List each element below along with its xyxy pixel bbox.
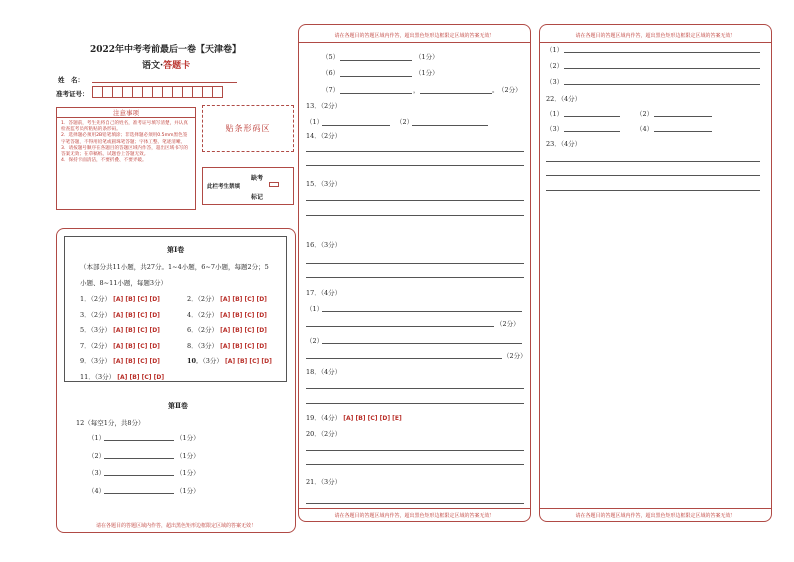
question-score: （2分） [90,295,112,303]
q20-label: 20．（2分） [306,430,342,438]
q17-label: 17．（4分） [306,289,342,297]
blank-line[interactable] [104,475,174,476]
choice-question [80,372,164,381]
section1-desc-1: （本部分共11小题，共27分。1~4小题，6~7小题，每题2分；5 [80,263,269,271]
question-score: （2分） [197,326,219,334]
answer-line[interactable] [306,151,524,152]
answer-line[interactable] [306,388,524,389]
q21-label: 21．（3分） [306,478,342,486]
blank-score: （1分） [176,434,200,442]
q14-label: 14．（2分） [306,132,342,140]
warning-col2-bottom: 请在各题目的答题区域内作答，超出黑色矩形边框限定区域的答案无效！ [334,513,495,519]
question-score: （2分） [197,295,219,303]
q16-label: 16．（3分） [306,241,342,249]
choice-options[interactable]: [A] [B] [C] [D] [220,342,267,350]
q7-line-1[interactable] [340,93,412,94]
choice-options[interactable]: [A] [B] [C] [D] [113,311,160,319]
separator-dot: · [160,61,164,71]
choice-options[interactable]: [A] [B] [C] [D] [113,342,160,350]
divider-col3-bottom [539,508,772,509]
blank-line[interactable] [104,458,174,459]
subject-label: 语文 [142,61,161,71]
question-number: 10． [187,357,203,365]
answer-line[interactable] [546,190,760,191]
q6-label: （6） [322,69,340,77]
q12-label: 12（每空1分，共8分） [76,419,145,427]
answer-line[interactable] [306,403,524,404]
answer-line[interactable] [564,52,760,53]
answer-line[interactable] [306,165,524,166]
q19-num: 19．（4分） [306,414,342,422]
id-row [56,89,89,98]
q22d-label: （4） [636,125,654,133]
answer-line[interactable] [306,277,524,278]
absent-missing: 缺考 [251,175,264,182]
answer-line[interactable] [306,200,524,201]
choice-options[interactable]: [A] [B] [C] [D] [113,296,160,303]
question-number: 3． [80,310,91,319]
choice-options[interactable]: [A] [B] [C] [D] [117,373,165,381]
c3-c-label: （3） [546,78,564,86]
question-score: （2分） [90,341,112,350]
notice-item: 1．答题前，考生先将自己的姓名，准考证号填写清楚，并认真检查监考员所粘贴的条形码。 [61,121,188,133]
q22-label: 22．（4分） [546,95,582,103]
blank-label: （2） [88,451,106,460]
q13b-label: （2） [396,118,414,126]
q17b-score: （2分） [503,352,527,360]
warning-col3-bottom: 请在各题目的答题区域内作答，超出黑色矩形边框限定区域的答案无效！ [575,513,736,519]
choice-options[interactable]: [A] [B] [C] [D] [220,327,267,334]
choice-question [187,341,267,350]
absent-mark: 标记 [251,194,264,201]
q13-label: 13．（2分） [306,102,342,110]
question-number: 11． [80,372,95,381]
q22a-label: （1） [546,110,564,118]
answer-line[interactable] [306,503,524,504]
notice-item: 2．选择题必须用2B铅笔填涂；非选择题必须用0.5mm黑色签字笔答题，不得用铅笔或圆珠笔答题；字体工整、笔迹清晰。 [61,133,188,145]
q7-label: （7） [322,86,340,94]
blank-score: （1分） [176,486,200,495]
choice-question [187,356,272,365]
q5-score: （1分） [415,53,439,61]
answer-line[interactable] [322,343,522,344]
choice-question [187,310,267,319]
answer-line[interactable] [654,131,712,132]
q15-label: 15．（3分） [306,180,342,188]
c3-b-label: （2） [546,62,564,70]
notice-item: 3．请按题号顺序在各题目的答题区域内作答，超出区域书写的答案无效；在草稿纸、试题卷上答题无效。 [61,145,188,158]
q23-label: 23．（4分） [546,140,582,148]
absent-box [202,167,294,205]
q7-comma: ， [413,86,420,94]
choice-options[interactable]: [A] [B] [C] [D] [220,296,267,303]
choice-question [80,356,160,365]
notice-box [56,107,196,210]
q7-dot: 。 [492,86,499,94]
answer-line[interactable] [322,311,522,312]
question-number: 4． [187,310,198,319]
name-row [58,75,84,84]
answer-line[interactable] [564,84,760,85]
barcode-area [202,105,294,152]
card-label: 答题卡 [163,61,191,71]
blank-label: （3） [88,469,106,477]
question-number: 9． [80,357,91,365]
divider-col2-bottom [298,508,531,509]
warning-col3-top: 请在各题目的答题区域内作答，超出黑色矩形边框限定区域的答案无效！ [575,33,736,39]
question-score: （2分） [90,310,112,319]
subject-line [142,58,190,71]
question-score: （3分） [202,357,223,365]
name-label: 姓 名： [58,76,84,84]
section1-desc-2: 小题、8~11小题，每题3分） [80,279,167,287]
choice-question [80,310,160,319]
question-score: （3分） [197,341,219,350]
notice-item: 4．保持卡面清洁，不要折叠、不要弄破。 [61,158,147,164]
answer-line[interactable] [306,263,524,264]
question-number: 2． [187,295,198,303]
answer-line[interactable] [564,116,620,117]
choice-question [80,294,160,303]
answer-line[interactable] [306,450,524,451]
q18-label: 18．（4分） [306,368,342,376]
question-score: （3分） [90,326,112,334]
q17b-label: （2） [306,337,324,345]
answer-line[interactable] [546,161,760,162]
answer-line[interactable] [306,215,524,216]
answer-box-col2 [298,24,531,522]
blank-label: （4） [88,486,106,495]
q7-score: （2分） [498,86,522,94]
q13a-label: （1） [306,118,324,126]
question-score: （3分） [94,372,116,381]
q19-options[interactable]: [A] [B] [C] [D] [E] [343,415,402,422]
q6-line[interactable] [340,76,412,77]
q13b-line[interactable] [412,125,488,126]
divider-col2 [298,42,531,43]
section1-title: 第Ⅰ卷 [167,245,185,254]
blank-label: （1） [88,434,106,442]
barcode-label: 贴条形码区 [225,124,271,133]
c3-a-label: （1） [546,46,564,54]
answer-line[interactable] [654,116,712,117]
choice-question [80,341,160,350]
blank-line[interactable] [104,440,174,441]
q17a-score: （2分） [496,320,520,328]
choice-question [187,294,267,303]
section2-title: 第Ⅱ卷 [168,401,188,410]
q22c-label: （3） [546,125,564,133]
q7-line-2[interactable] [420,93,492,94]
question-score: （3分） [90,357,112,365]
q6-score: （1分） [415,69,439,77]
answer-line[interactable] [564,131,620,132]
question-number: 8． [187,341,198,350]
blank-score: （1分） [176,469,200,477]
q5-line[interactable] [340,60,412,61]
q17a-label: （1） [306,305,324,313]
warning-col2-top: 请在各题目的答题区域内作答，超出黑色矩形边框限定区域的答案无效！ [334,33,495,39]
q22b-label: （2） [636,110,654,118]
divider-col3 [539,42,772,43]
choice-question [187,325,267,334]
answer-line[interactable] [564,68,760,69]
notice-title: 注意事项 [57,108,195,118]
name-field[interactable] [92,82,237,83]
question-number: 7． [80,341,91,350]
id-label: 准考证号： [56,90,89,98]
page-title: 2022年中考考前最后一卷【天津卷】 [90,45,242,55]
answer-line[interactable] [306,464,524,465]
id-cells[interactable] [92,86,222,98]
absent-checkbox[interactable] [269,182,279,187]
choice-question [80,325,160,334]
answer-line[interactable] [546,175,760,176]
blank-score: （1分） [176,451,200,460]
choice-options[interactable]: [A] [B] [C] [D] [113,358,160,365]
q5-label: （5） [322,53,340,61]
choice-options[interactable]: [A] [B] [C] [D] [113,327,160,334]
q19-label [306,413,402,422]
choice-options[interactable]: [A] [B] [C] [D] [220,311,267,319]
warning-col1: 请在各题目的答题区域内作答，超出黑色矩形边框限定区域的答案无效！ [95,523,256,529]
question-score: （2分） [197,310,219,319]
question-number: 5． [80,326,91,334]
blank-line[interactable] [104,493,174,494]
answer-line[interactable] [306,358,502,359]
absent-note: 此栏考生禁填 [207,184,241,190]
question-number: 1． [80,295,91,303]
choice-options[interactable]: [A] [B] [C] [D] [225,358,272,365]
q13a-line[interactable] [322,125,390,126]
answer-line[interactable] [306,326,494,327]
question-number: 6． [187,326,198,334]
